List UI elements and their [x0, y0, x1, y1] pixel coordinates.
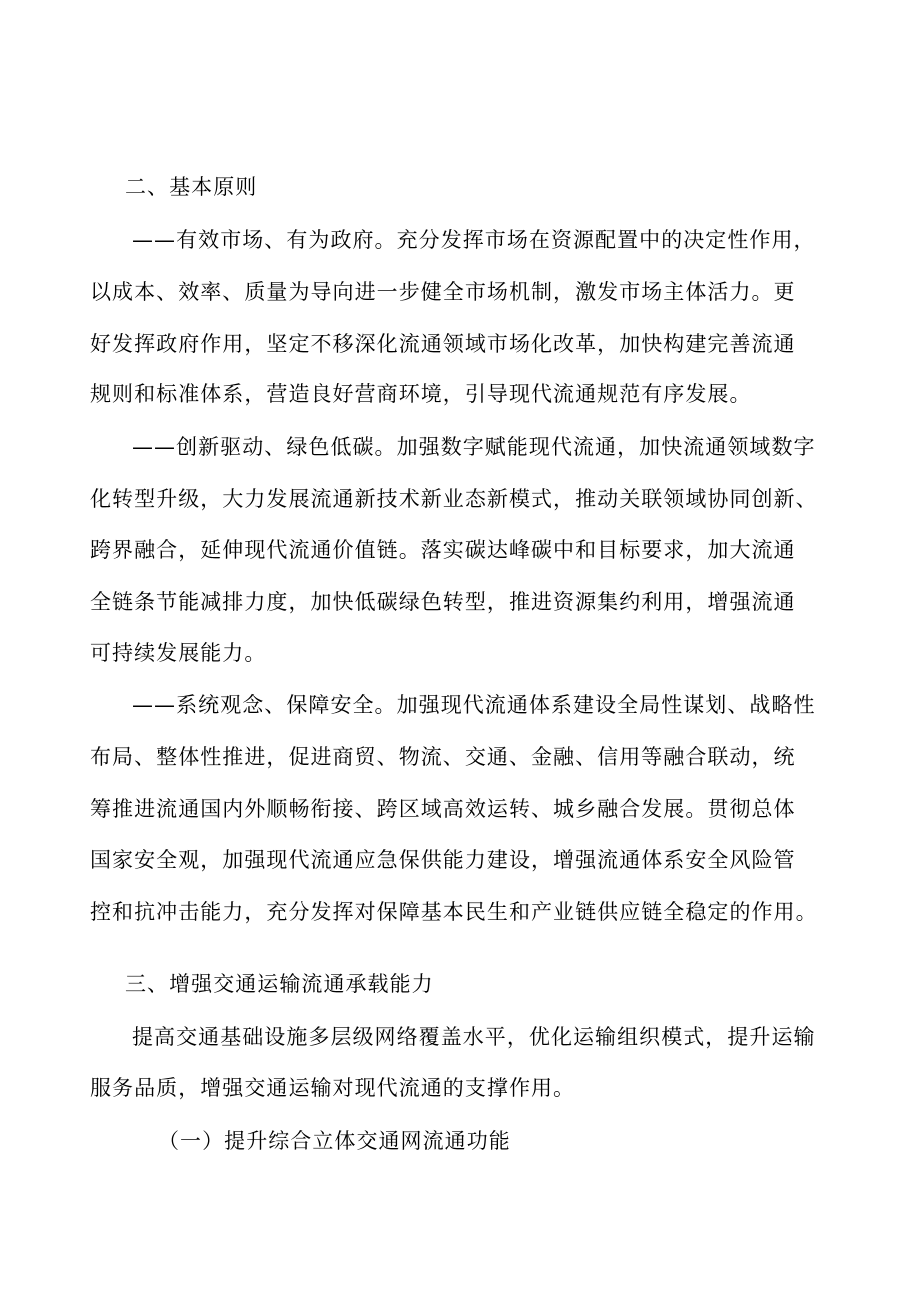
- subsection-heading: （一）提升综合立体交通网流通功能: [158, 1129, 511, 1153]
- section-heading-transport: 三、增强交通运输流通承载能力: [125, 972, 434, 996]
- paragraph-line: 好发挥政府作用，坚定不移深化流通领域市场化改革，加快构建完善流通: [90, 332, 796, 356]
- paragraph-line: 布局、整体性推进，促进商贸、物流、交通、金融、信用等融合联动，统: [90, 745, 796, 769]
- paragraph-line: ——有效市场、有为政府。充分发挥市场在资源配置中的决定性作用，: [132, 228, 816, 252]
- paragraph-line: 提高交通基础设施多层级网络覆盖水平，优化运输组织模式，提升运输: [132, 1025, 816, 1049]
- paragraph-line: 规则和标准体系，营造良好营商环境，引导现代流通规范有序发展。: [90, 382, 752, 406]
- paragraph-line: 跨界融合，延伸现代流通价值链。落实碳达峰碳中和目标要求，加大流通: [90, 538, 796, 562]
- paragraph-line: 筹推进流通国内外顺畅衔接、跨区域高效运转、城乡融合发展。贯彻总体: [90, 797, 796, 821]
- paragraph-line: 化转型升级，大力发展流通新技术新业态新模式，推动关联领域协同创新、: [90, 487, 818, 511]
- paragraph-line: ——创新驱动、绿色低碳。加强数字赋能现代流通，加快流通领域数字: [132, 435, 816, 459]
- paragraph-line: 控和抗冲击能力，充分发挥对保障基本民生和产业链供应链全稳定的作用。: [90, 900, 818, 924]
- paragraph-line: 以成本、效率、质量为导向进一步健全市场机制，激发市场主体活力。更: [90, 280, 796, 304]
- paragraph-line: 全链条节能减排力度，加快低碳绿色转型，推进资源集约利用，增强流通: [90, 590, 796, 614]
- paragraph-line: 可持续发展能力。: [90, 641, 267, 665]
- paragraph-line: ——系统观念、保障安全。加强现代流通体系建设全局性谋划、战略性: [132, 693, 816, 717]
- section-heading-principles: 二、基本原则: [125, 175, 258, 199]
- paragraph-line: 国家安全观，加强现代流通应急保供能力建设，增强流通体系安全风险管: [90, 848, 796, 872]
- paragraph-line: 服务品质，增强交通运输对现代流通的支撑作用。: [90, 1076, 576, 1100]
